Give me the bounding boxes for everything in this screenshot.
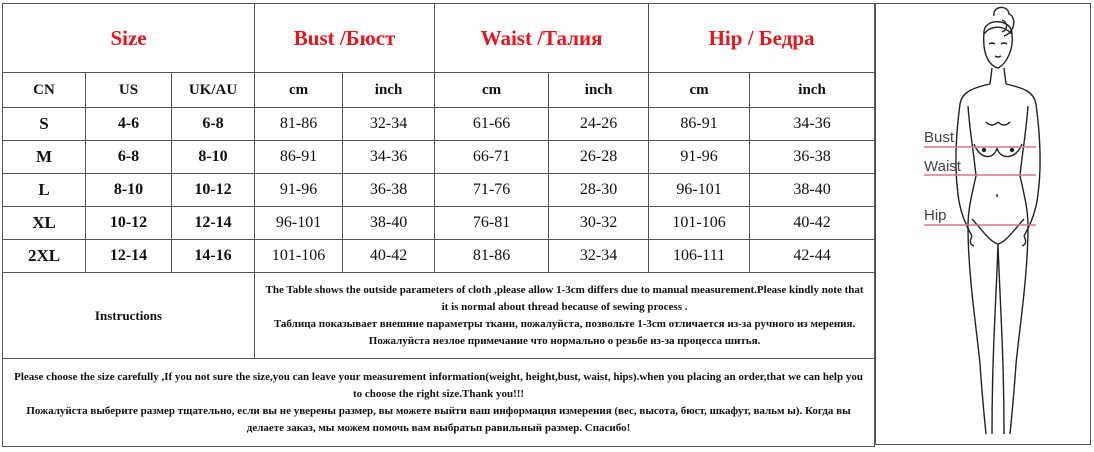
- hip-inch-cell: 36-38: [750, 141, 875, 174]
- torso-left: [968, 106, 976, 226]
- cn-size-cell: L: [3, 174, 86, 207]
- hip-cm-cell: 106-111: [649, 240, 750, 273]
- uk-column-header: UK/AU: [172, 73, 255, 108]
- us-size-cell: 10-12: [86, 207, 172, 240]
- us-size-cell: 4-6: [86, 108, 172, 141]
- bust-inch-cell: 34-36: [343, 141, 435, 174]
- left-leg: [968, 226, 986, 434]
- uk-size-cell: 8-10: [172, 141, 255, 174]
- size-chart-table: [2, 3, 875, 447]
- body-figure-panel: [875, 3, 1091, 445]
- head-outline: [984, 22, 1013, 68]
- us-size-cell: 6-8: [86, 141, 172, 174]
- bust-cm-cell: 96-101: [255, 207, 343, 240]
- right-leg: [1010, 226, 1028, 434]
- cn-size-cell: XL: [3, 207, 86, 240]
- hip-inch-cell: 42-44: [750, 240, 875, 273]
- us-size-cell: 12-14: [86, 240, 172, 273]
- table-row: [3, 108, 875, 141]
- hip-inch-cell: 38-40: [750, 174, 875, 207]
- waist-inch-header: inch: [549, 73, 649, 108]
- waist-figure-label: Waist: [924, 158, 961, 175]
- waist-header: Waist /Талия: [435, 4, 649, 73]
- waist-cm-cell: 61-66: [435, 108, 549, 141]
- table-row: [3, 240, 875, 273]
- instructions-english: The Table shows the outside parameters of cloth ,please allow 1-3cm differs due to manual measurement.Please kindly note that it is normal about thread because of sewing process .: [265, 283, 864, 313]
- bust-cm-cell: 91-96: [255, 174, 343, 207]
- hip-cm-cell: 86-91: [649, 108, 750, 141]
- table-row: [3, 141, 875, 174]
- instructions-label: Instructions: [3, 273, 255, 359]
- hip-inch-header: inch: [750, 73, 875, 108]
- waist-inch-cell: 26-28: [549, 141, 649, 174]
- us-size-cell: 8-10: [86, 174, 172, 207]
- hip-figure-label: Hip: [924, 207, 947, 224]
- uk-size-cell: 10-12: [172, 174, 255, 207]
- waist-cm-cell: 76-81: [435, 207, 549, 240]
- instructions-russian: Таблица показывает внешние параметры ткани, пожалуйста, позвольте 1-3cm отличается из-за ручного из мерения. Пожалуйста незлое примечание что нормально о резьбе из-за процесса шитья.: [273, 317, 856, 347]
- note-russian: Пожалуйста выберите размер тщательно, если вы не уверены размер, вы можете выйти ваш информация измерения (вес, высота, бюст, шкафут, вальм ы). Когда вы делаете заказ, мы можем помочь вам выбратьп равильный размер. Спасибо!: [26, 404, 851, 434]
- waist-inch-cell: 24-26: [549, 108, 649, 141]
- hip-outline: [972, 219, 1024, 244]
- bust-inch-cell: 40-42: [343, 240, 435, 273]
- table-row: [3, 174, 875, 207]
- hip-inch-cell: 40-42: [750, 207, 875, 240]
- waist-cm-cell: 71-76: [435, 174, 549, 207]
- note-english: Please choose the size carefully ,If you not sure the size,you can leave your measurement information(weight, height,bust, waist, hips).when you placing an order,that we can help you to choose the right size.Thank you!!!: [14, 370, 863, 400]
- torso-right: [1020, 106, 1028, 226]
- bust-inch-cell: 38-40: [343, 207, 435, 240]
- cn-size-cell: M: [3, 141, 86, 174]
- bust-inch-header: inch: [343, 73, 435, 108]
- bust-inch-cell: 32-34: [343, 108, 435, 141]
- bust-outline: [974, 144, 1022, 157]
- table-row: [3, 207, 875, 240]
- hip-cm-cell: 96-101: [649, 174, 750, 207]
- waist-inch-cell: 30-32: [549, 207, 649, 240]
- waist-cm-cell: 66-71: [435, 141, 549, 174]
- cn-size-cell: S: [3, 108, 86, 141]
- bust-inch-cell: 36-38: [343, 174, 435, 207]
- right-arm: [1006, 84, 1040, 236]
- waist-cm-header: cm: [435, 73, 549, 108]
- cn-size-cell: 2XL: [3, 240, 86, 273]
- instructions-text: [255, 273, 875, 359]
- size-choice-note: [3, 359, 875, 447]
- uk-size-cell: 14-16: [172, 240, 255, 273]
- hip-cm-cell: 91-96: [649, 141, 750, 174]
- bust-cm-cell: 86-91: [255, 141, 343, 174]
- body-outline-figure: [876, 4, 1090, 444]
- size-header: Size: [3, 4, 255, 73]
- hip-inch-cell: 34-36: [750, 108, 875, 141]
- bust-header: Bust /Бюст: [255, 4, 435, 73]
- us-column-header: US: [86, 73, 172, 108]
- hip-header: Hip / Бедра: [649, 4, 875, 73]
- bust-cm-cell: 81-86: [255, 108, 343, 141]
- waist-inch-cell: 28-30: [549, 174, 649, 207]
- uk-size-cell: 12-14: [172, 207, 255, 240]
- bust-cm-header: cm: [255, 73, 343, 108]
- bust-cm-cell: 101-106: [255, 240, 343, 273]
- uk-size-cell: 6-8: [172, 108, 255, 141]
- hip-cm-cell: 101-106: [649, 207, 750, 240]
- bust-figure-label: Bust: [924, 129, 955, 146]
- waist-cm-cell: 81-86: [435, 240, 549, 273]
- waist-inch-cell: 32-34: [549, 240, 649, 273]
- cn-column-header: CN: [3, 73, 86, 108]
- hip-cm-header: cm: [649, 73, 750, 108]
